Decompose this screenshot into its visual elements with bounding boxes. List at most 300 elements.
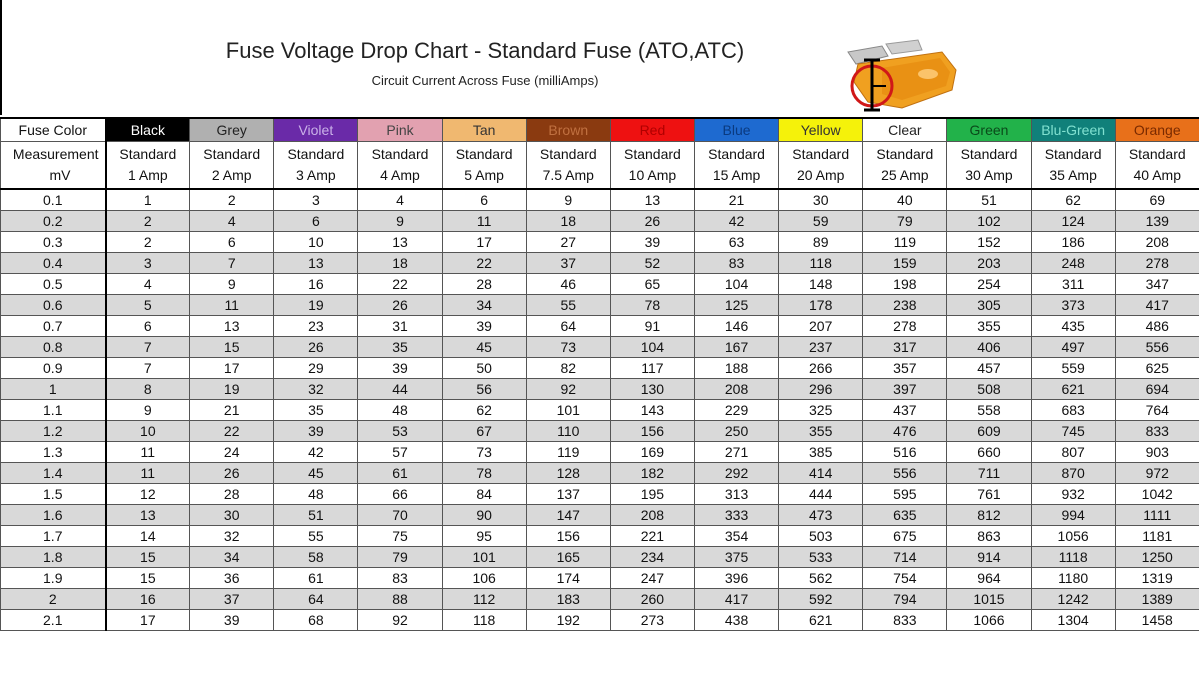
measurement-mv-cell: 0.2 — [1, 211, 106, 232]
current-ma-cell: 34 — [190, 547, 274, 568]
measurement-mv-cell: 0.7 — [1, 316, 106, 337]
fuse-rating-cell — [610, 142, 694, 190]
current-ma-cell: 112 — [442, 589, 526, 610]
current-ma-cell: 1319 — [1115, 568, 1199, 589]
fuse-type: Standard — [792, 146, 850, 162]
measurement-mv-cell: 1.5 — [1, 484, 106, 505]
current-ma-cell: 146 — [694, 316, 778, 337]
current-ma-cell: 143 — [610, 400, 694, 421]
measurement-mv-cell: 1.7 — [1, 526, 106, 547]
current-ma-cell: 1015 — [947, 589, 1031, 610]
fuse-amp-rating: 35 Amp — [1049, 167, 1097, 183]
measurement-mv-cell: 0.8 — [1, 337, 106, 358]
current-ma-cell: 64 — [274, 589, 358, 610]
current-ma-cell: 29 — [274, 358, 358, 379]
current-ma-cell: 1180 — [1031, 568, 1115, 589]
current-ma-cell: 473 — [779, 505, 863, 526]
fuse-amp-rating: 25 Amp — [881, 167, 929, 183]
current-ma-cell: 91 — [610, 316, 694, 337]
current-ma-cell: 254 — [947, 274, 1031, 295]
table-row — [1, 421, 1199, 442]
current-ma-cell: 13 — [358, 232, 442, 253]
current-ma-cell: 385 — [779, 442, 863, 463]
current-ma-cell: 870 — [1031, 463, 1115, 484]
current-ma-cell: 754 — [863, 568, 947, 589]
measurement-mv-cell: 1.8 — [1, 547, 106, 568]
current-ma-cell: 7 — [106, 337, 190, 358]
current-ma-cell: 711 — [947, 463, 1031, 484]
current-ma-cell: 248 — [1031, 253, 1115, 274]
current-ma-cell: 35 — [274, 400, 358, 421]
current-ma-cell: 79 — [863, 211, 947, 232]
current-ma-cell: 13 — [106, 505, 190, 526]
current-ma-cell: 833 — [1115, 421, 1199, 442]
fuse-type: Standard — [1128, 146, 1186, 162]
current-ma-cell: 355 — [947, 316, 1031, 337]
current-ma-cell: 24 — [190, 442, 274, 463]
current-ma-cell: 117 — [610, 358, 694, 379]
current-ma-cell: 396 — [694, 568, 778, 589]
fuse-amp-rating: 15 Amp — [712, 167, 761, 183]
current-ma-cell: 6 — [190, 232, 274, 253]
fuse-rating-cell — [106, 142, 190, 190]
current-ma-cell: 3 — [274, 189, 358, 211]
table-row — [1, 484, 1199, 505]
current-ma-cell: 238 — [863, 295, 947, 316]
current-ma-cell: 30 — [190, 505, 274, 526]
current-ma-cell: 195 — [610, 484, 694, 505]
current-ma-cell: 89 — [779, 232, 863, 253]
current-ma-cell: 165 — [526, 547, 610, 568]
current-ma-cell: 55 — [274, 526, 358, 547]
current-ma-cell: 6 — [274, 211, 358, 232]
table-row — [1, 253, 1199, 274]
current-ma-cell: 208 — [610, 505, 694, 526]
measurement-label-line2: mV — [49, 167, 71, 183]
current-ma-cell: 148 — [779, 274, 863, 295]
current-ma-cell: 79 — [358, 547, 442, 568]
current-ma-cell: 39 — [274, 421, 358, 442]
current-ma-cell: 794 — [863, 589, 947, 610]
current-ma-cell: 203 — [947, 253, 1031, 274]
current-ma-cell: 178 — [779, 295, 863, 316]
fuse-rating-cell — [190, 142, 274, 190]
current-ma-cell: 92 — [358, 610, 442, 631]
measurement-mv-cell: 0.6 — [1, 295, 106, 316]
current-ma-cell: 152 — [947, 232, 1031, 253]
fuse-rating-cell — [358, 142, 442, 190]
current-ma-cell: 486 — [1115, 316, 1199, 337]
fuse-amp-rating: 40 Amp — [1133, 167, 1181, 183]
table-row — [1, 463, 1199, 484]
current-ma-cell: 508 — [947, 379, 1031, 400]
current-ma-cell: 19 — [190, 379, 274, 400]
current-ma-cell: 104 — [610, 337, 694, 358]
current-ma-cell: 1242 — [1031, 589, 1115, 610]
current-ma-cell: 2 — [106, 211, 190, 232]
current-ma-cell: 78 — [442, 463, 526, 484]
measurement-mv-cell: 0.4 — [1, 253, 106, 274]
fuse-amp-rating: 3 Amp — [296, 167, 336, 183]
current-ma-cell: 237 — [779, 337, 863, 358]
fuse-rating-cell — [1031, 142, 1115, 190]
current-ma-cell: 417 — [1115, 295, 1199, 316]
current-ma-cell: 73 — [442, 442, 526, 463]
current-ma-cell: 964 — [947, 568, 1031, 589]
current-ma-cell: 1056 — [1031, 526, 1115, 547]
current-ma-cell: 903 — [1115, 442, 1199, 463]
current-ma-cell: 125 — [694, 295, 778, 316]
current-ma-cell: 73 — [526, 337, 610, 358]
measurement-mv-cell: 2 — [1, 589, 106, 610]
current-ma-cell: 75 — [358, 526, 442, 547]
fuse-color-cell: Orange — [1115, 118, 1199, 142]
current-ma-cell: 592 — [779, 589, 863, 610]
table-row — [1, 274, 1199, 295]
fuse-color-cell: Red — [610, 118, 694, 142]
current-ma-cell: 18 — [526, 211, 610, 232]
current-ma-cell: 32 — [190, 526, 274, 547]
current-ma-cell: 714 — [863, 547, 947, 568]
fuse-type: Standard — [1044, 146, 1102, 162]
current-ma-cell: 42 — [694, 211, 778, 232]
current-ma-cell: 406 — [947, 337, 1031, 358]
current-ma-cell: 83 — [694, 253, 778, 274]
current-ma-cell: 88 — [358, 589, 442, 610]
current-ma-cell: 65 — [610, 274, 694, 295]
table-row — [1, 295, 1199, 316]
fuse-type: Standard — [960, 146, 1018, 162]
measurement-label-line1: Measurement — [12, 146, 99, 162]
current-ma-cell: 397 — [863, 379, 947, 400]
current-ma-cell: 313 — [694, 484, 778, 505]
current-ma-cell: 57 — [358, 442, 442, 463]
fuse-rating-row — [1, 142, 1199, 190]
current-ma-cell: 13 — [610, 189, 694, 211]
current-ma-cell: 745 — [1031, 421, 1115, 442]
current-ma-cell: 67 — [442, 421, 526, 442]
current-ma-cell: 156 — [610, 421, 694, 442]
voltage-drop-table — [0, 117, 1199, 631]
current-ma-cell: 266 — [779, 358, 863, 379]
current-ma-cell: 625 — [1115, 358, 1199, 379]
current-ma-cell: 118 — [442, 610, 526, 631]
table-row — [1, 505, 1199, 526]
current-ma-cell: 26 — [274, 337, 358, 358]
current-ma-cell: 516 — [863, 442, 947, 463]
current-ma-cell: 37 — [526, 253, 610, 274]
measurement-mv-cell: 1 — [1, 379, 106, 400]
current-ma-cell: 863 — [947, 526, 1031, 547]
current-ma-cell: 635 — [863, 505, 947, 526]
current-ma-cell: 167 — [694, 337, 778, 358]
fuse-type: Standard — [203, 146, 261, 162]
current-ma-cell: 26 — [610, 211, 694, 232]
current-ma-cell: 26 — [190, 463, 274, 484]
current-ma-cell: 250 — [694, 421, 778, 442]
fuse-color-row — [1, 118, 1199, 142]
current-ma-cell: 12 — [106, 484, 190, 505]
current-ma-cell: 932 — [1031, 484, 1115, 505]
measurement-label — [1, 142, 106, 190]
fuse-type: Standard — [539, 146, 597, 162]
current-ma-cell: 15 — [190, 337, 274, 358]
current-ma-cell: 764 — [1115, 400, 1199, 421]
current-ma-cell: 119 — [863, 232, 947, 253]
current-ma-cell: 621 — [1031, 379, 1115, 400]
current-ma-cell: 6 — [106, 316, 190, 337]
current-ma-cell: 208 — [1115, 232, 1199, 253]
current-ma-cell: 118 — [779, 253, 863, 274]
fuse-color-cell: Clear — [863, 118, 947, 142]
current-ma-cell: 32 — [274, 379, 358, 400]
current-ma-cell: 31 — [358, 316, 442, 337]
current-ma-cell: 660 — [947, 442, 1031, 463]
current-ma-cell: 92 — [526, 379, 610, 400]
current-ma-cell: 4 — [190, 211, 274, 232]
current-ma-cell: 28 — [442, 274, 526, 295]
current-ma-cell: 812 — [947, 505, 1031, 526]
current-ma-cell: 28 — [190, 484, 274, 505]
current-ma-cell: 3 — [106, 253, 190, 274]
current-ma-cell: 1458 — [1115, 610, 1199, 631]
current-ma-cell: 147 — [526, 505, 610, 526]
fuse-type: Standard — [371, 146, 429, 162]
current-ma-cell: 83 — [358, 568, 442, 589]
fuse-amp-rating: 20 Amp — [796, 167, 845, 183]
fuse-rating-cell — [947, 142, 1031, 190]
current-ma-cell: 159 — [863, 253, 947, 274]
current-ma-cell: 17 — [106, 610, 190, 631]
fuse-color-cell: Grey — [190, 118, 274, 142]
current-ma-cell: 18 — [358, 253, 442, 274]
current-ma-cell: 807 — [1031, 442, 1115, 463]
current-ma-cell: 69 — [1115, 189, 1199, 211]
current-ma-cell: 2 — [106, 232, 190, 253]
current-ma-cell: 435 — [1031, 316, 1115, 337]
current-ma-cell: 51 — [947, 189, 1031, 211]
current-ma-cell: 124 — [1031, 211, 1115, 232]
fuse-color-cell: Yellow — [779, 118, 863, 142]
current-ma-cell: 2 — [190, 189, 274, 211]
current-ma-cell: 221 — [610, 526, 694, 547]
current-ma-cell: 22 — [190, 421, 274, 442]
current-ma-cell: 437 — [863, 400, 947, 421]
current-ma-cell: 1 — [106, 189, 190, 211]
current-ma-cell: 102 — [947, 211, 1031, 232]
current-ma-cell: 457 — [947, 358, 1031, 379]
table-row — [1, 337, 1199, 358]
current-ma-cell: 6 — [442, 189, 526, 211]
current-ma-cell: 9 — [358, 211, 442, 232]
current-ma-cell: 621 — [779, 610, 863, 631]
current-ma-cell: 50 — [442, 358, 526, 379]
current-ma-cell: 78 — [610, 295, 694, 316]
current-ma-cell: 558 — [947, 400, 1031, 421]
current-ma-cell: 63 — [694, 232, 778, 253]
current-ma-cell: 1042 — [1115, 484, 1199, 505]
current-ma-cell: 317 — [863, 337, 947, 358]
current-ma-cell: 35 — [358, 337, 442, 358]
fuse-color-cell: Tan — [442, 118, 526, 142]
table-row — [1, 568, 1199, 589]
current-ma-cell: 347 — [1115, 274, 1199, 295]
table-row — [1, 316, 1199, 337]
fuse-type: Standard — [876, 146, 934, 162]
current-ma-cell: 139 — [1115, 211, 1199, 232]
fuse-amp-rating: 2 Amp — [211, 167, 252, 183]
current-ma-cell: 34 — [442, 295, 526, 316]
fuse-amp-rating: 1 Amp — [127, 167, 168, 183]
fuse-rating-cell — [442, 142, 526, 190]
current-ma-cell: 533 — [779, 547, 863, 568]
fuse-amp-rating: 7.5 Amp — [542, 167, 594, 183]
blade-fuse-icon — [842, 38, 962, 118]
current-ma-cell: 30 — [779, 189, 863, 211]
current-ma-cell: 11 — [190, 295, 274, 316]
current-ma-cell: 61 — [358, 463, 442, 484]
current-ma-cell: 64 — [526, 316, 610, 337]
current-ma-cell: 296 — [779, 379, 863, 400]
current-ma-cell: 438 — [694, 610, 778, 631]
current-ma-cell: 994 — [1031, 505, 1115, 526]
current-ma-cell: 53 — [358, 421, 442, 442]
current-ma-cell: 11 — [442, 211, 526, 232]
current-ma-cell: 207 — [779, 316, 863, 337]
current-ma-cell: 260 — [610, 589, 694, 610]
table-row — [1, 379, 1199, 400]
current-ma-cell: 7 — [190, 253, 274, 274]
fuse-color-cell: Violet — [274, 118, 358, 142]
current-ma-cell: 761 — [947, 484, 1031, 505]
current-ma-cell: 188 — [694, 358, 778, 379]
current-ma-cell: 497 — [1031, 337, 1115, 358]
current-ma-cell: 292 — [694, 463, 778, 484]
current-ma-cell: 174 — [526, 568, 610, 589]
fuse-amp-rating: 5 Amp — [464, 167, 504, 183]
table-row — [1, 526, 1199, 547]
measurement-mv-cell: 0.9 — [1, 358, 106, 379]
current-ma-cell: 101 — [526, 400, 610, 421]
measurement-mv-cell: 1.2 — [1, 421, 106, 442]
fuse-type: Standard — [624, 146, 681, 162]
current-ma-cell: 10 — [274, 232, 358, 253]
current-ma-cell: 46 — [526, 274, 610, 295]
table-row — [1, 589, 1199, 610]
current-ma-cell: 414 — [779, 463, 863, 484]
current-ma-cell: 37 — [190, 589, 274, 610]
current-ma-cell: 51 — [274, 505, 358, 526]
fuse-color-cell: Brown — [526, 118, 610, 142]
table-row — [1, 610, 1199, 631]
current-ma-cell: 355 — [779, 421, 863, 442]
current-ma-cell: 1250 — [1115, 547, 1199, 568]
current-ma-cell: 58 — [274, 547, 358, 568]
current-ma-cell: 833 — [863, 610, 947, 631]
current-ma-cell: 55 — [526, 295, 610, 316]
current-ma-cell: 7 — [106, 358, 190, 379]
measurement-mv-cell: 0.1 — [1, 189, 106, 211]
current-ma-cell: 137 — [526, 484, 610, 505]
current-ma-cell: 17 — [190, 358, 274, 379]
table-row — [1, 189, 1199, 211]
current-ma-cell: 27 — [526, 232, 610, 253]
current-ma-cell: 62 — [442, 400, 526, 421]
current-ma-cell: 106 — [442, 568, 526, 589]
current-ma-cell: 16 — [274, 274, 358, 295]
current-ma-cell: 22 — [358, 274, 442, 295]
current-ma-cell: 119 — [526, 442, 610, 463]
current-ma-cell: 40 — [863, 189, 947, 211]
fuse-color-cell: Blue — [694, 118, 778, 142]
current-ma-cell: 45 — [442, 337, 526, 358]
current-ma-cell: 23 — [274, 316, 358, 337]
fuse-rating-cell — [863, 142, 947, 190]
current-ma-cell: 11 — [106, 463, 190, 484]
current-ma-cell: 305 — [947, 295, 1031, 316]
table-row — [1, 400, 1199, 421]
measurement-mv-cell: 1.9 — [1, 568, 106, 589]
current-ma-cell: 39 — [442, 316, 526, 337]
table-row — [1, 358, 1199, 379]
fuse-type: Standard — [119, 146, 177, 162]
current-ma-cell: 609 — [947, 421, 1031, 442]
fuse-type: Standard — [455, 146, 513, 162]
current-ma-cell: 104 — [694, 274, 778, 295]
current-ma-cell: 4 — [358, 189, 442, 211]
fuse-amp-rating: 10 Amp — [628, 167, 677, 183]
current-ma-cell: 325 — [779, 400, 863, 421]
current-ma-cell: 39 — [610, 232, 694, 253]
current-ma-cell: 15 — [106, 547, 190, 568]
current-ma-cell: 198 — [863, 274, 947, 295]
current-ma-cell: 1111 — [1115, 505, 1199, 526]
table-row — [1, 547, 1199, 568]
fuse-type: Standard — [708, 146, 765, 162]
chart-title: Fuse Voltage Drop Chart - Standard Fuse (ATO,ATC) — [225, 38, 745, 63]
current-ma-cell: 1066 — [947, 610, 1031, 631]
current-ma-cell: 156 — [526, 526, 610, 547]
measurement-mv-cell: 1.1 — [1, 400, 106, 421]
current-ma-cell: 375 — [694, 547, 778, 568]
current-ma-cell: 562 — [779, 568, 863, 589]
current-ma-cell: 13 — [190, 316, 274, 337]
current-ma-cell: 36 — [190, 568, 274, 589]
current-ma-cell: 9 — [106, 400, 190, 421]
fuse-rating-cell — [274, 142, 358, 190]
fuse-amp-rating: 4 Amp — [380, 167, 420, 183]
current-ma-cell: 1118 — [1031, 547, 1115, 568]
measurement-mv-cell: 0.5 — [1, 274, 106, 295]
fuse-color-cell: Green — [947, 118, 1031, 142]
current-ma-cell: 19 — [274, 295, 358, 316]
current-ma-cell: 68 — [274, 610, 358, 631]
current-ma-cell: 11 — [106, 442, 190, 463]
current-ma-cell: 101 — [442, 547, 526, 568]
fuse-rating-cell — [694, 142, 778, 190]
current-ma-cell: 333 — [694, 505, 778, 526]
table-row — [1, 232, 1199, 253]
current-ma-cell: 48 — [274, 484, 358, 505]
fuse-color-cell: Blu-Green — [1031, 118, 1115, 142]
fuse-color-cell: Black — [106, 118, 190, 142]
current-ma-cell: 675 — [863, 526, 947, 547]
current-ma-cell: 972 — [1115, 463, 1199, 484]
current-ma-cell: 4 — [106, 274, 190, 295]
current-ma-cell: 1304 — [1031, 610, 1115, 631]
current-ma-cell: 130 — [610, 379, 694, 400]
current-ma-cell: 357 — [863, 358, 947, 379]
